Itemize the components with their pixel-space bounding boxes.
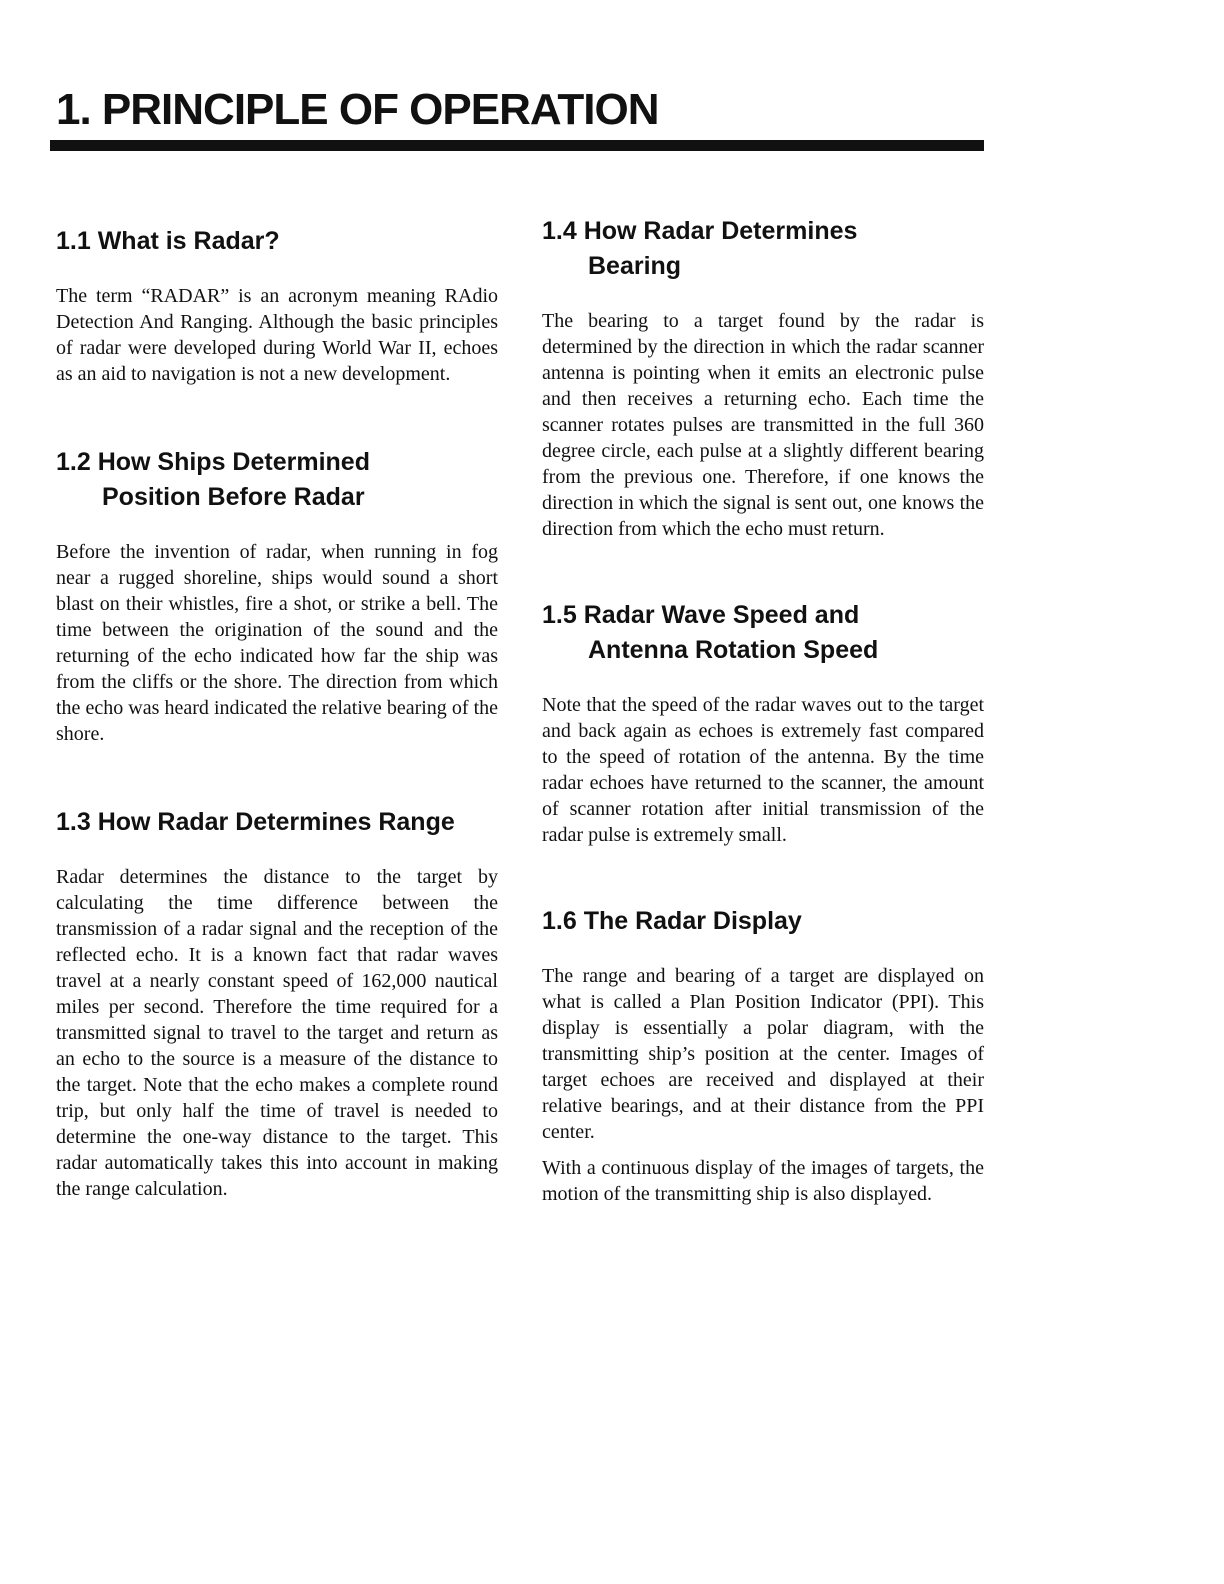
section-paragraph: The range and bearing of a target are displayed on what is called a Plan Position Indicator (PPI). This display is essentially a polar diagram, with the transmitting ship’s position at the center. Images of target echoes are received and displayed at their relative bearings, and at their distance from the PPI center.: [542, 965, 984, 1143]
heading-line-1: 1.4 How Radar Determines: [542, 217, 858, 245]
section-paragraph: The bearing to a target found by the radar is determined by the direction in which the radar scanner antenna is pointing when it emits an electronic pulse and then receives a returning echo. Each time the scanner rotates pulses are transmitted in the full 360 degree circle, each pulse at a slightly different bearing from the previous one. Therefore, if one knows the direction in which the signal is sent out, one knows the direction from which the echo must return.: [542, 310, 984, 540]
left-column: [56, 224, 498, 1202]
section-determines-range: [56, 805, 498, 1202]
title-rule: [50, 140, 984, 151]
right-column: [542, 214, 984, 1207]
heading-line-2: Antenna Rotation Speed: [588, 636, 879, 664]
section-radar-display: [542, 904, 984, 1207]
section-heading: [542, 598, 984, 668]
section-heading: 1.3 How Radar Determines Range: [56, 808, 455, 836]
section-heading: 1.6 The Radar Display: [542, 907, 802, 935]
heading-line-1: 1.2 How Ships Determined: [56, 448, 370, 476]
section-paragraph: Before the invention of radar, when running in fog near a rugged shoreline, ships would sound a short blast on their whistles, fire a shot, or strike a bell. The time between the origination of the sound and the returning of the echo indicated how far the ship was from the cliffs or the shore. The direction from which the echo was heard indicated the relative bearing of the shore.: [56, 541, 498, 745]
section-ships-before-radar: [56, 445, 498, 747]
chapter-title: 1. PRINCIPLE OF OPERATION: [56, 85, 659, 134]
heading-line-1: 1.5 Radar Wave Speed and: [542, 601, 860, 629]
section-determines-bearing: [542, 214, 984, 542]
section-paragraph: With a continuous display of the images of targets, the motion of the transmitting ship is also displayed.: [542, 1157, 984, 1205]
heading-line-2: Bearing: [588, 252, 682, 280]
section-heading: [56, 445, 498, 515]
section-heading: 1.1 What is Radar?: [56, 227, 280, 255]
section-what-is-radar: [56, 224, 498, 387]
section-wave-and-rotation-speed: [542, 598, 984, 848]
section-paragraph: Note that the speed of the radar waves out to the target and back again as echoes is extremely fast compared to the speed of rotation of the antenna. By the time radar echoes have returned to the scanner, the amount of scanner rotation after initial transmission of the radar pulse is extremely small.: [542, 694, 984, 846]
heading-line-2: Position Before Radar: [102, 483, 365, 511]
section-heading: [542, 214, 984, 284]
section-paragraph: Radar determines the distance to the target by calculating the time difference between the transmission of a radar signal and the reception of the reflected echo. It is a known fact that radar waves travel at a nearly constant speed of 162,000 nautical miles per second. Therefore the time required for a transmitted signal to travel to the target and return as an echo to the source is a measure of the distance to the target. Note that the echo makes a complete round trip, but only half the time of travel is needed to determine the one-way distance to the target. This radar automatically takes this into account in making the range calculation.: [56, 866, 498, 1200]
section-paragraph: The term “RADAR” is an acronym meaning RAdio Detection And Ranging. Although the basic principles of radar were developed during World War II, echoes as an aid to navigation is not a new development.: [56, 285, 498, 385]
